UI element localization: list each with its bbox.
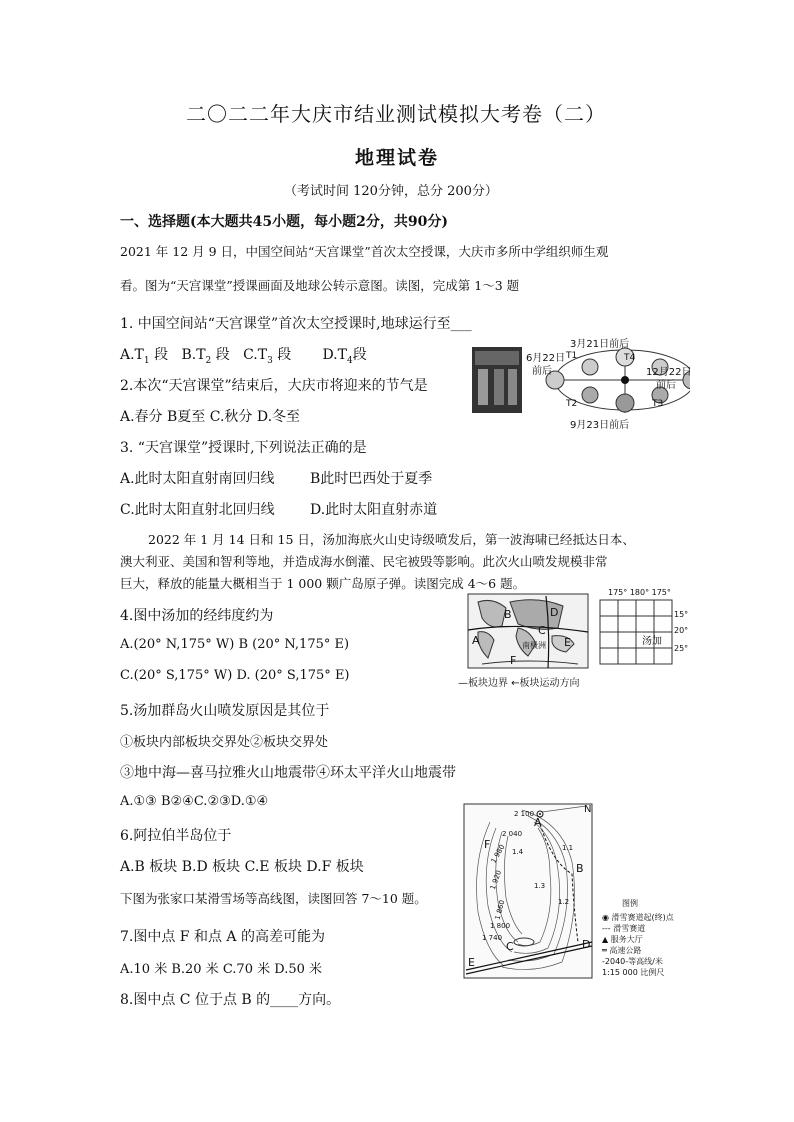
- q6-options: A.B 板块 B.D 板块 C.E 板块 D.F 板块: [120, 859, 364, 875]
- contour-c: C: [506, 940, 514, 953]
- elev-1980: 1 980: [489, 843, 507, 865]
- q3-opt-a: A.此时太阳直射南回归线: [120, 471, 275, 487]
- q3-opt-d: D.此时太阳直射赤道: [310, 502, 438, 518]
- grid-lat-25: 25°: [674, 644, 689, 653]
- q7-options: A.10 米 B.20 米 C.70 米 D.50 米: [120, 962, 323, 977]
- q1-opt-b: $B.T_2$ 段: [181, 347, 230, 366]
- plate-label-d: D: [550, 606, 559, 619]
- grid-top-labels: 175° 180° 175°: [608, 588, 671, 597]
- legend-item-highway: ═ 高速公路: [602, 946, 642, 955]
- legend-item-hall: ▲ 服务大厅: [602, 935, 643, 944]
- elev-2040: 2 040: [502, 830, 523, 838]
- sun-icon: [621, 376, 629, 384]
- elev-1800: 1 800: [490, 922, 511, 930]
- q6-stem: 6.阿拉伯半岛位于: [120, 828, 232, 844]
- passage1-line2: 看。图为“天宫课堂”授课画面及地球公转示意图。读图，完成第 1～3 题: [120, 278, 520, 293]
- plate-map: [458, 592, 590, 672]
- q1-opt-c: $C.T_3$ 段: [243, 347, 292, 366]
- legend-item-track: --- 滑雪赛道: [602, 924, 646, 933]
- q3-opt-b: B此时巴西处于夏季: [310, 471, 433, 487]
- passage2-line3: 巨大，释放的能量大概相当于 1 000 颗广岛原子弹。读图完成 4～6 题。: [120, 576, 526, 591]
- q1-opt-a: $A.T_1$ 段: [120, 347, 169, 366]
- plate-legend: —板块边界 ←板块运动方向: [458, 678, 580, 689]
- grid-lat-20: 20°: [674, 626, 689, 635]
- q1-stem: 1. 中国空间站“天宫课堂”首次太空授课时,地球运行至___: [120, 316, 472, 332]
- q4-options-2: C.(20° S,175° W) D. (20° S,175° E): [120, 668, 350, 683]
- q2-options: A.春分 B夏至 C.秋分 D.冬至: [120, 409, 301, 425]
- n-1-4: 1.4: [512, 848, 524, 856]
- passage2-line1: 2022 年 1 月 14 日和 15 日，汤加海底火山史诗级喷发后，第一波海啸已经抵达日本、: [148, 532, 635, 547]
- label-t2: T2: [566, 399, 578, 409]
- section-heading: 一、选择题(本大题共45小题，每小题2分，共90分): [120, 214, 448, 230]
- plate-label-b: B: [504, 608, 512, 621]
- passage2-line2: 澳大利亚、美国和智利等地，并造成海水倒灌、民宅被毁等影响。此次火山喷发规模非常: [120, 554, 608, 569]
- n-1-2: 1.2: [558, 898, 570, 906]
- q7-stem: 7.图中点 F 和点 A 的高差可能为: [120, 929, 325, 945]
- antarctic-label: 南极洲: [522, 641, 546, 650]
- subject-title: 地理试卷: [355, 147, 440, 169]
- exam-info: （考试时间 120分钟，总分 200分）: [284, 184, 498, 199]
- contour-n: N: [584, 804, 592, 815]
- q5-line2: ③地中海—喜马拉雅火山地震带④环太平洋火山地震带: [120, 765, 456, 781]
- plate-label-a: A: [472, 634, 480, 647]
- q3-stem: 3. “天宫课堂”授课时,下列说法正确的是: [120, 440, 367, 456]
- legend-item-start: ◉ 滑雪赛道起(终)点: [602, 913, 674, 922]
- contour-map-figure: [462, 802, 692, 982]
- contour-b: B: [576, 862, 584, 875]
- grid-lat-15: 15°: [674, 610, 689, 619]
- q4-stem: 4.图中汤加的经纬度约为: [120, 608, 274, 624]
- q1-options: [120, 344, 367, 366]
- q4-options-1: A.(20° N,175° W) B (20° N,175° E): [120, 637, 350, 652]
- contour-map: [462, 802, 594, 980]
- label-t4: T4: [624, 353, 636, 363]
- earth-icon: [616, 394, 634, 412]
- target-icon: ◉: [602, 913, 609, 922]
- n-1-3: 1.3: [534, 882, 546, 890]
- label-mar21: 3月21日前后: [570, 339, 630, 350]
- passage1-line1: 2021 年 12 月 9 日，中国空间站“天宫课堂”首次太空授课，大庆市多所中学组织师生观: [120, 244, 609, 259]
- highway-line-icon: ═: [602, 946, 607, 955]
- dashed-line-icon: ---: [602, 924, 611, 933]
- elev-1740: 1 740: [482, 934, 503, 942]
- legend-item-contour: -2040-等高线/米: [602, 957, 663, 966]
- legend-scale: 1:15 000 比例尺: [602, 968, 665, 977]
- q1-opt-d: $D.T_4$段: [322, 347, 367, 366]
- legend-title: 图例: [622, 899, 638, 908]
- elev-1860: 1 860: [493, 899, 507, 921]
- elev-1920: 1 920: [488, 869, 504, 891]
- plate-label-c: C: [538, 624, 546, 637]
- earth-icon: [582, 387, 598, 403]
- plate-label-e: E: [564, 636, 571, 649]
- label-sep23: 9月23日前后: [570, 420, 630, 431]
- earth-icon: [582, 359, 598, 375]
- passage3-line1: 下图为张家口某滑雪场等高线图，读图回答 7～10 题。: [120, 891, 427, 906]
- q3-opt-c: C.此时太阳直射北回归线: [120, 502, 275, 518]
- plate-map-figure: [458, 592, 590, 694]
- n-1-1: 1.1: [562, 844, 574, 852]
- q5-options: A.①③ B②④C.②③D.①④: [120, 794, 269, 809]
- label-t1: T1: [566, 351, 578, 361]
- contour-e: E: [468, 956, 475, 969]
- contour-a: A: [534, 816, 542, 829]
- label-jun22-b: 前后: [532, 366, 552, 377]
- q5-line1: ①板块内部板块交界处②板块交界处: [120, 735, 329, 750]
- latlong-grid-figure: [598, 588, 694, 668]
- elev-2100: 2 100: [514, 810, 535, 818]
- label-dec22-b: 前后: [656, 380, 676, 391]
- q5-stem: 5.汤加群岛火山喷发原因是其位于: [120, 703, 330, 719]
- exam-title: 二〇二二年大庆市结业测试模拟大考卷（二）: [186, 102, 606, 126]
- label-t3: T3: [652, 399, 664, 409]
- q8-stem: 8.图中点 C 位于点 B 的____方向。: [120, 992, 341, 1008]
- plate-label-f: F: [510, 654, 517, 667]
- label-jun22-a: 6月22日: [526, 353, 566, 364]
- building-icon: ▲: [602, 935, 609, 944]
- q2-stem: 2.本次“天宫课堂”结束后，大庆市将迎来的节气是: [120, 378, 428, 394]
- contour-f: F: [484, 838, 491, 851]
- tonga-label: 汤加: [642, 636, 662, 647]
- orbit-figure: [470, 335, 690, 430]
- contour-d: D: [582, 938, 591, 951]
- label-dec22-a: 12月22日: [646, 367, 692, 378]
